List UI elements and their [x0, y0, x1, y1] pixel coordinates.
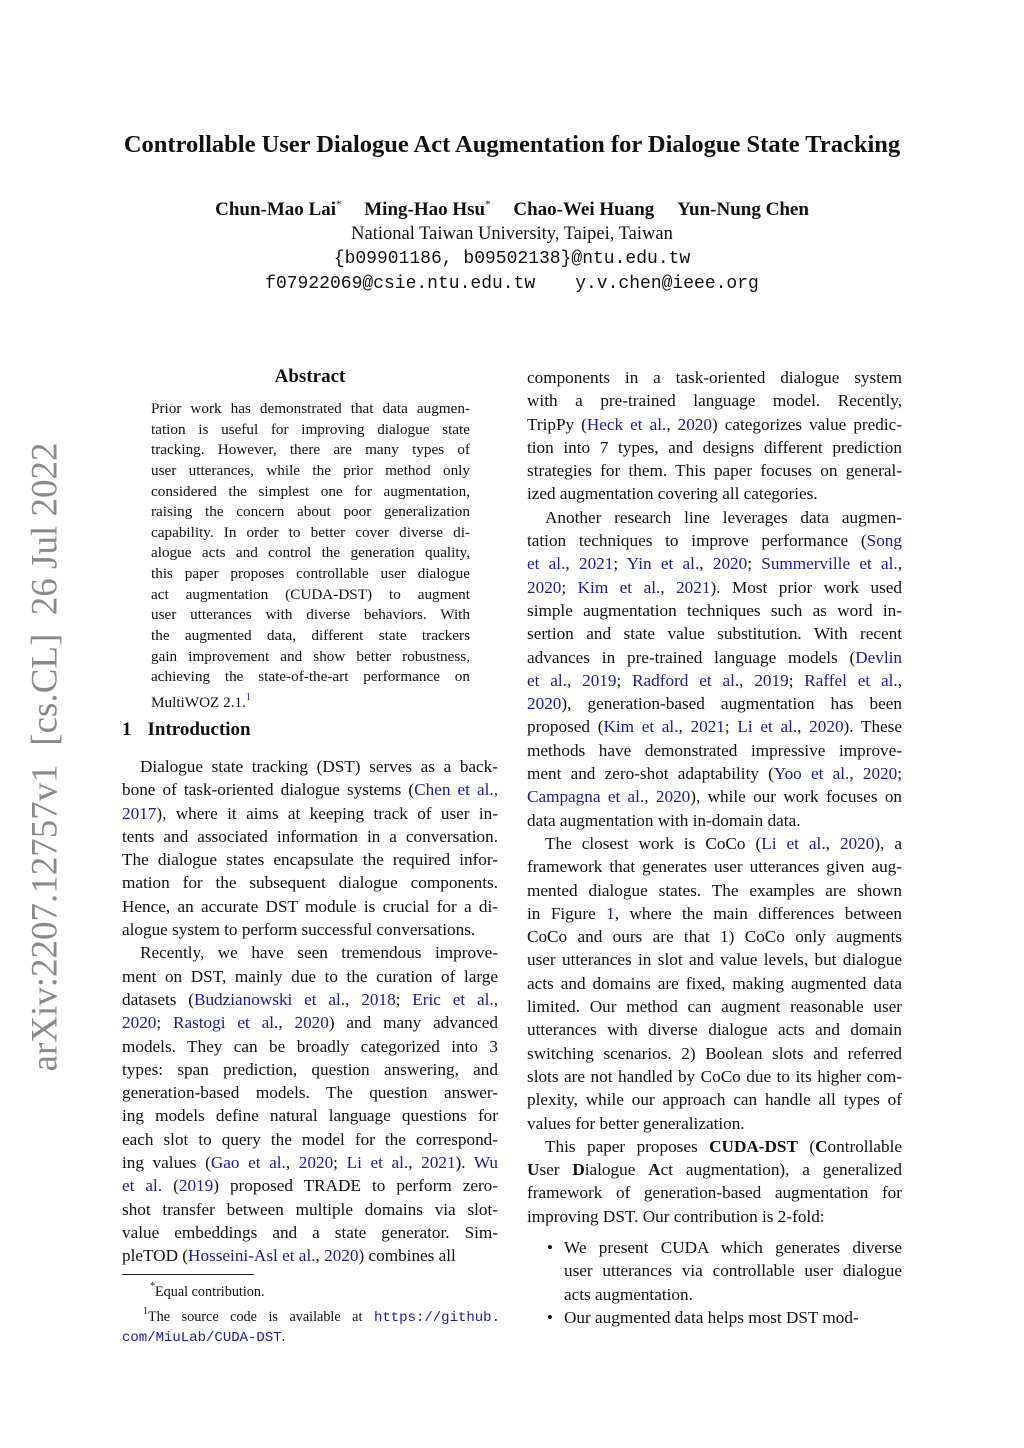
- text-segment: ,: [408, 1153, 422, 1173]
- text-line: [122, 1011, 498, 1034]
- text-segment: ,: [739, 670, 755, 690]
- text-line: [122, 1244, 498, 1267]
- text-segment: ,: [660, 577, 677, 597]
- text-segment: ;: [897, 764, 903, 784]
- bullet-icon: •: [547, 1237, 554, 1257]
- citation-link[interactable]: 2020: [298, 1153, 334, 1173]
- paragraph: [527, 832, 902, 1135]
- text-segment: ,: [849, 764, 863, 784]
- text-line: [151, 688, 470, 709]
- text-segment: ;: [724, 717, 738, 737]
- text-segment: value embeddings and a state generator. Sim-: [122, 1222, 498, 1242]
- author: [677, 199, 809, 220]
- text-line: [151, 502, 470, 523]
- citation-link[interactable]: et al.: [527, 670, 567, 690]
- text-segment: ;: [788, 670, 805, 690]
- paragraph: [151, 399, 470, 709]
- author-name: Chao-Wei Huang: [513, 199, 655, 221]
- text-segment: ), while our work focuses on: [690, 787, 903, 807]
- paragraph: [122, 755, 498, 941]
- affiliation: National Taiwan University, Taipei, Taiwan: [351, 224, 673, 244]
- citation-link[interactable]: 2017: [122, 803, 157, 823]
- text-line: [527, 972, 902, 995]
- text-line: [527, 622, 902, 645]
- text-segment: components in a task-oriented dialogue system: [527, 368, 902, 387]
- text-segment: ,: [315, 1246, 325, 1266]
- text-line: [527, 552, 902, 575]
- text-line: [151, 585, 470, 606]
- text-segment: generation-based models. The question answer-: [122, 1083, 498, 1103]
- text-segment: user utterances in slot and value levels, but dialogue: [527, 950, 902, 970]
- text-segment: ,: [285, 1153, 299, 1173]
- citation-link[interactable]: 2019: [582, 670, 617, 690]
- text-segment: (: [797, 1136, 816, 1156]
- text-line: [151, 482, 470, 503]
- text-segment: ing models define natural language questions for: [122, 1106, 498, 1126]
- text-segment: ;: [747, 554, 762, 574]
- text-segment: ,: [797, 717, 810, 737]
- author-name: Ming-Hao Hsu: [364, 199, 486, 221]
- text-segment: ser: [539, 1160, 573, 1180]
- text-line: [122, 988, 498, 1011]
- text-segment: ), generation-based augmentation has been: [561, 694, 902, 714]
- bold-text: U: [527, 1160, 540, 1180]
- email-line: [0, 274, 1024, 294]
- text-line: [151, 523, 470, 544]
- text-segment: ,: [699, 554, 713, 574]
- text-segment: ).: [455, 1153, 474, 1173]
- citation-link[interactable]: Summerville et al.: [761, 554, 898, 574]
- text-line: [527, 692, 902, 715]
- text-segment: ,: [493, 989, 499, 1009]
- text-line: [151, 399, 470, 420]
- author: [215, 199, 341, 220]
- text-segment: in Figure: [527, 903, 607, 923]
- citation-link[interactable]: Chen et al.,: [414, 780, 499, 800]
- text-segment: We present CUDA which generates diverse: [564, 1237, 902, 1257]
- text-line: [527, 413, 902, 436]
- text-line: [122, 1035, 498, 1058]
- bold-text: C: [815, 1136, 828, 1156]
- text-segment: ,: [644, 787, 656, 807]
- citation-link[interactable]: 2021: [676, 577, 711, 597]
- equal-contribution-mark: *: [485, 199, 491, 211]
- text-segment: ct augmentation), a generalized: [660, 1160, 902, 1180]
- text-segment: advances in pre-trained language models (: [527, 647, 856, 667]
- text-segment: mented dialogue states. The examples are shown: [527, 880, 902, 900]
- citation-link[interactable]: 2019: [754, 670, 789, 690]
- text-segment: This paper proposes: [545, 1136, 710, 1156]
- text-segment: MultiWOZ 2.1.: [151, 693, 246, 711]
- text-segment: tation is useful for improving dialogue state: [151, 420, 470, 438]
- code-url-link[interactable]: https://github.: [373, 1310, 500, 1326]
- text-line: [527, 482, 902, 505]
- right-column-text: [527, 366, 902, 1329]
- text-line: [527, 785, 902, 808]
- text-segment: ment and zero-shot adaptability (: [527, 764, 774, 784]
- email: y.v.chen@ieee.org: [575, 274, 759, 294]
- citation-link[interactable]: 2020: [294, 1013, 329, 1033]
- list-item: [527, 1236, 902, 1306]
- text-segment: The closest work is CoCo (: [545, 833, 762, 853]
- text-segment: capability. In order to better cover diverse di-: [151, 523, 470, 541]
- footnote-text: Equal contribution.: [155, 1284, 265, 1300]
- citation-link[interactable]: 2021: [690, 717, 725, 737]
- paper-title: Controllable User Dialogue Act Augmentation for Dialogue State Tracking: [123, 131, 901, 158]
- author-list: [0, 199, 1024, 221]
- text-segment: each slot to query the model for the correspond-: [122, 1129, 498, 1149]
- text-line: [122, 895, 498, 918]
- text-segment: ,: [678, 717, 691, 737]
- text-segment: Our augmented data helps most DST mod-: [564, 1307, 859, 1327]
- text-segment: user utterances via controllable user dialogue: [564, 1261, 902, 1281]
- text-segment: The dialogue states encapsulate the required infor-: [122, 850, 498, 870]
- text-segment: ;: [395, 989, 413, 1009]
- text-segment: gain improvement and show better robustness,: [151, 647, 470, 665]
- author-name: Yun-Nung Chen: [677, 199, 809, 221]
- text-segment: ialogue: [584, 1160, 649, 1180]
- citation-link[interactable]: 2019: [178, 1176, 214, 1196]
- text-segment: (: [162, 1176, 179, 1196]
- text-line: [151, 420, 470, 441]
- text-line: [527, 1088, 902, 1111]
- text-line: [122, 1174, 498, 1197]
- citation-link[interactable]: Hosseini-Asl et al.: [188, 1246, 316, 1266]
- text-line: [527, 879, 902, 902]
- text-line: [122, 1221, 498, 1244]
- text-line: [527, 902, 902, 925]
- citation-link[interactable]: Heck et al.: [586, 414, 667, 434]
- abstract-heading: Abstract: [274, 366, 346, 387]
- text-line: [527, 1042, 902, 1065]
- text-line: [151, 543, 470, 564]
- text-segment: plexity, while our approach can handle all types of: [527, 1090, 902, 1110]
- text-line: [527, 506, 902, 529]
- text-segment: Recently, we have seen tremendous improve-: [140, 943, 498, 963]
- bullet-icon: •: [547, 1307, 554, 1327]
- citation-link[interactable]: 2020: [122, 1013, 157, 1033]
- text-segment: achieving the state-of-the-art performance on: [151, 668, 470, 686]
- text-line: [527, 436, 902, 459]
- citation-link[interactable]: Budzianowski et al.: [193, 989, 346, 1009]
- text-segment: pleTOD (: [122, 1246, 189, 1266]
- citation-link[interactable]: 2020: [527, 694, 562, 714]
- text-segment: simple augmentation techniques such as word in-: [527, 600, 902, 620]
- citation-link[interactable]: Li et al.: [346, 1153, 409, 1173]
- text-line: [527, 995, 902, 1018]
- footnote-text: The source code is available at: [148, 1309, 374, 1325]
- paragraph: [527, 1135, 902, 1228]
- list-item: [527, 1306, 902, 1329]
- text-segment: ing values (: [122, 1153, 211, 1173]
- paragraph: [527, 366, 902, 506]
- text-line: [527, 809, 902, 832]
- text-segment: ,: [565, 554, 579, 574]
- text-line: [122, 1128, 498, 1151]
- text-segment: values for better generalization.: [527, 1113, 745, 1133]
- citation-link[interactable]: Eric et al.: [412, 989, 494, 1009]
- text-line: [122, 1151, 498, 1174]
- text-segment: utterances with diverse dialogue acts and domain: [527, 1020, 902, 1040]
- bold-text: D: [572, 1160, 585, 1180]
- footnote-mark: *: [150, 1281, 155, 1292]
- text-segment: data augmentation with in-domain data.: [527, 810, 801, 830]
- text-segment: bone of task-oriented dialogue systems (: [122, 780, 415, 800]
- text-segment: ,: [278, 1013, 295, 1033]
- text-line: [527, 1205, 902, 1228]
- text-segment: Hence, an accurate DST module is crucial for a di-: [122, 896, 498, 916]
- footnote-rule: [122, 1274, 254, 1275]
- text-segment: tracking. However, there are many types of: [151, 441, 470, 459]
- text-line: [122, 825, 498, 848]
- text-segment: with a pre-trained language model. Recently,: [527, 391, 902, 411]
- text-line: [527, 1236, 902, 1259]
- text-segment: considered the simplest one for augmentation,: [151, 482, 470, 500]
- text-segment: ) and many advanced: [328, 1013, 499, 1033]
- text-segment: raising the concern about poor generalization: [151, 503, 470, 521]
- text-segment: Dialogue state tracking (DST) serves as a back-: [140, 757, 498, 776]
- text-segment: switching scenarios. 2) Boolean slots and referred: [527, 1043, 902, 1063]
- text-line: [122, 1081, 498, 1104]
- text-line: [151, 667, 470, 688]
- citation-link[interactable]: et al.: [122, 1176, 163, 1196]
- text-segment: Another research line leverages data augmen-: [545, 507, 902, 527]
- text-segment: alogue system to perform successful conversations.: [122, 920, 476, 940]
- text-segment: tation techniques to improve performance (: [527, 531, 867, 551]
- text-segment: framework that generates user utterances given aug-: [527, 857, 902, 877]
- text-line: [527, 646, 902, 669]
- citation-link[interactable]: 2020: [862, 764, 898, 784]
- abstract-body: [151, 399, 470, 709]
- text-segment: ,: [666, 414, 678, 434]
- citation-link[interactable]: Radford et al.: [632, 670, 740, 690]
- text-segment: acts and domains are fixed, making augmented data: [527, 973, 902, 993]
- author: [364, 199, 490, 220]
- footnote-mark: 1: [143, 1306, 148, 1317]
- citation-link[interactable]: Devlin: [855, 647, 902, 667]
- text-segment: ) combines all: [358, 1246, 456, 1266]
- text-line: [527, 925, 902, 948]
- citation-link[interactable]: 2020: [712, 554, 748, 574]
- text-segment: ;: [156, 1013, 173, 1033]
- footnote-code: [122, 1302, 500, 1328]
- text-line: [527, 1259, 902, 1282]
- text-segment: proposed (: [527, 717, 604, 737]
- text-line: [527, 1112, 902, 1135]
- text-line: [527, 855, 902, 878]
- citation-link[interactable]: Yin et al.: [626, 554, 700, 574]
- citation-link[interactable]: 1: [606, 903, 615, 923]
- citation-link[interactable]: 2020: [324, 1246, 359, 1266]
- left-column-text: [122, 755, 498, 1268]
- citation-link[interactable]: 2018: [361, 989, 396, 1009]
- text-line: [527, 1065, 902, 1088]
- equal-contribution-mark: *: [335, 199, 342, 211]
- text-line: [527, 1283, 902, 1306]
- bold-text: A: [648, 1160, 661, 1180]
- text-segment: user utterances with diverse behaviors. With: [151, 606, 470, 624]
- text-segment: ) categorizes value predic-: [712, 414, 902, 434]
- text-line: [151, 605, 470, 626]
- citation-link[interactable]: 2021: [578, 554, 614, 574]
- text-line: [527, 762, 902, 785]
- text-segment: types: span prediction, question answering, and: [122, 1059, 498, 1079]
- text-line: [151, 647, 470, 668]
- text-line: [527, 459, 902, 482]
- text-segment: ), a: [874, 833, 902, 853]
- footnote-ref-link[interactable]: 1: [245, 691, 251, 703]
- text-segment: ;: [613, 554, 627, 574]
- text-segment: the augmented data, different state trackers: [151, 627, 470, 645]
- text-line: [527, 739, 902, 762]
- text-segment: framework of generation-based augmentation for: [527, 1183, 902, 1203]
- text-segment: mation for the subsequent dialogue components.: [122, 873, 498, 893]
- email-line: {b09901186, b09502138}@ntu.edu.tw: [333, 249, 691, 269]
- text-line: [527, 1158, 902, 1181]
- text-segment: strategies for them. This paper focuses on general-: [527, 461, 902, 481]
- citation-link[interactable]: Li et al.: [761, 833, 826, 853]
- citation-link[interactable]: 2020: [809, 717, 844, 737]
- citation-link[interactable]: Kim et al.: [577, 577, 661, 597]
- footnote-equal: [122, 1277, 500, 1302]
- paragraph: [527, 506, 902, 832]
- author: [513, 199, 654, 220]
- text-segment: improving DST. Our contribution is 2-fold:: [527, 1206, 825, 1226]
- text-segment: methods have demonstrated impressive improve-: [527, 740, 902, 760]
- text-line: [122, 941, 498, 964]
- text-line: [527, 1306, 902, 1329]
- footnotes: [122, 1277, 500, 1348]
- bold-text: CUDA-DST: [709, 1136, 798, 1156]
- text-segment: sertion and state value substitution. With recent: [527, 624, 902, 644]
- text-line: [122, 778, 498, 801]
- text-segment: ). These: [843, 717, 902, 737]
- author-name: Chun-Mao Lai: [215, 199, 336, 221]
- text-line: [527, 948, 902, 971]
- arxiv-stamp: arXiv:2207.12757v1 [cs.CL] 26 Jul 2022: [24, 442, 66, 1072]
- text-line: [122, 1058, 498, 1081]
- citation-link[interactable]: 2020: [527, 577, 562, 597]
- text-line: [122, 1104, 498, 1127]
- section-title: Introduction: [147, 719, 251, 740]
- text-segment: user utterances, while the prior method only: [151, 461, 470, 479]
- text-line: [527, 1135, 902, 1158]
- text-line: [122, 755, 498, 778]
- section-number: 1: [122, 719, 132, 740]
- text-line: [527, 389, 902, 412]
- text-segment: alogue acts and control the generation quality,: [151, 544, 470, 562]
- text-segment: models. They can be broadly categorized into 3: [122, 1036, 498, 1056]
- text-segment: ). Most prior work used: [710, 577, 902, 597]
- text-segment: datasets (: [122, 989, 194, 1009]
- citation-link[interactable]: Wu: [473, 1153, 499, 1173]
- text-line: [527, 529, 902, 552]
- text-line: [527, 715, 902, 738]
- contribution-list: [527, 1236, 902, 1329]
- text-line: [122, 918, 498, 941]
- text-line: [122, 1198, 498, 1221]
- text-line: [527, 1181, 902, 1204]
- citation-link[interactable]: Rastogi et al.: [173, 1013, 279, 1033]
- citation-link[interactable]: Li et al.: [737, 717, 798, 737]
- text-segment: ) proposed TRADE to perform zero-: [213, 1176, 498, 1196]
- text-line: [527, 576, 902, 599]
- text-segment: ), where it aims at keeping track of user in-: [156, 803, 498, 823]
- text-segment: ,: [825, 833, 840, 853]
- text-line: [527, 599, 902, 622]
- citation-link[interactable]: Yoo et al.: [773, 764, 850, 784]
- text-line: [527, 366, 902, 389]
- text-segment: ;: [561, 577, 578, 597]
- text-segment: ,: [345, 989, 362, 1009]
- citation-link[interactable]: Campagna et al.: [527, 787, 645, 807]
- text-line: [151, 440, 470, 461]
- citation-link[interactable]: 2020: [677, 414, 713, 434]
- text-segment: acts augmentation.: [564, 1284, 693, 1304]
- email: f07922069@csie.ntu.edu.tw: [265, 274, 536, 294]
- text-segment: ,: [897, 670, 902, 690]
- text-segment: ;: [616, 670, 633, 690]
- text-segment: act augmentation (CUDA-DST) to augment: [151, 585, 470, 603]
- citation-link[interactable]: 2021: [421, 1153, 456, 1173]
- text-segment: tents and associated information in a conversation.: [122, 826, 498, 846]
- text-segment: slots are not handled by CoCo due to its higher com-: [527, 1066, 902, 1086]
- text-segment: Prior work has demonstrated that data augmen-: [151, 400, 470, 417]
- citation-link[interactable]: Kim et al.: [603, 717, 679, 737]
- text-line: [122, 965, 498, 988]
- text-line: [151, 626, 470, 647]
- text-segment: limited. Our method can augment reasonable user: [527, 997, 902, 1017]
- citation-link[interactable]: 2020: [655, 787, 691, 807]
- citation-link[interactable]: Raffel et al.: [804, 670, 898, 690]
- text-segment: ;: [333, 1153, 347, 1173]
- code-url-link[interactable]: com/MiuLab/CUDA-DST: [122, 1330, 282, 1346]
- text-segment: this paper proposes controllable user dialogue: [151, 565, 470, 583]
- text-line: [122, 848, 498, 871]
- citation-link[interactable]: Gao et al.: [210, 1153, 286, 1173]
- text-segment: tion into 7 types, and designs different prediction: [527, 437, 902, 457]
- text-segment: ,: [897, 554, 903, 574]
- text-line: [151, 564, 470, 585]
- text-line: [527, 1018, 902, 1041]
- text-line: [527, 669, 902, 692]
- text-segment: ment on DST, mainly due to the curation of large: [122, 966, 498, 986]
- text-segment: ,: [566, 670, 583, 690]
- paragraph: [122, 941, 498, 1267]
- text-segment: ized augmentation covering all categories.: [527, 484, 818, 504]
- footnote-text: .: [281, 1329, 286, 1345]
- citation-link[interactable]: 2020: [839, 833, 875, 853]
- text-line: [151, 461, 470, 482]
- text-segment: CoCo and ours are that 1) CoCo only augments: [527, 927, 902, 947]
- text-segment: shot transfer between multiple domains via slot-: [122, 1199, 498, 1219]
- text-segment: ontrollable: [827, 1136, 902, 1156]
- text-segment: , where the main differences between: [614, 903, 902, 923]
- section-heading: [122, 719, 251, 741]
- text-line: [122, 802, 498, 825]
- citation-link[interactable]: Song: [866, 531, 902, 551]
- text-line: [122, 871, 498, 894]
- text-line: [527, 832, 902, 855]
- citation-link[interactable]: et al.: [527, 554, 566, 574]
- text-segment: TripPy (: [527, 414, 587, 434]
